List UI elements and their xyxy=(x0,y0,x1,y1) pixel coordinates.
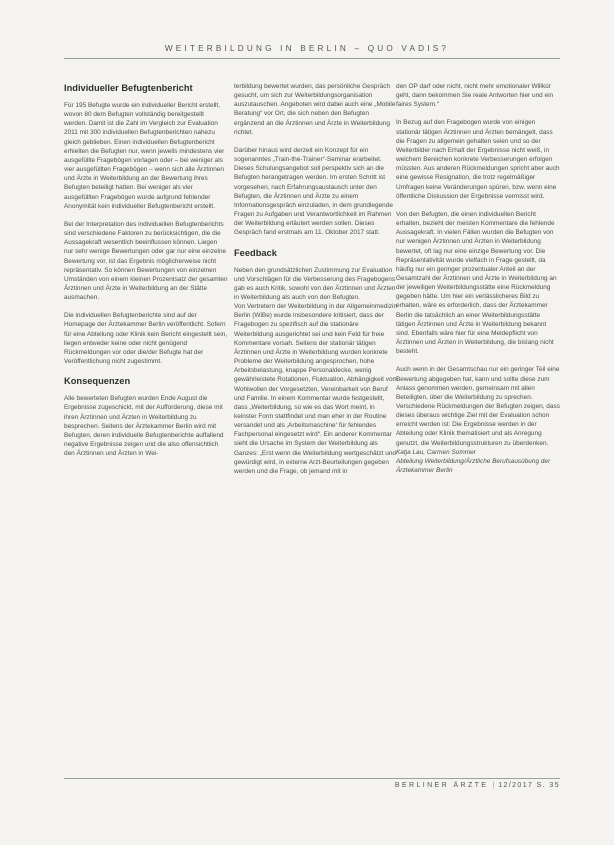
publication-name: BERLINER ÄRZTE xyxy=(394,782,489,789)
paragraph: Von Vertretern der Weiterbildung in der Allgemeinmedizin Berlin (WiBe) wurde insbesondere kritisiert, dass der Fragebogen zu spezifisch auf die stationäre Weiterbildung ausgerichtet sei und kein Feld für freie Kommentare vorsah. Seitens der stationär tätigen Ärztinnen und Ärzte in Weiterbildung wurden konkrete Probleme der Weiterbildung angesprochen, hohe Arbeitsbelastung, knappe Personaldecke, wenig gewährleistete Rotationen, Fluktuation, Abhängigkeit vom Wohlwollen der Vorgesetzten, Vereinbarkeit von Beruf und Familie. In einem Kommentar wurde festgestellt, dass „Weiterbildung, so wie es das Wort meint, in keinster Form stattfindet und man eher in der Routine versandet und als ‚Arbeitsmaschine‘ für fehlendes Fachpersonal eingesetzt wird“. Ein anderer Kommentar sieht die Ursache im System der Weiterbildung als Ganzes: „Erst wenn die Weiterbildung wertgeschätzt und gewürdigt wird, in externe Arzt-Beurteilungen gegeben werden und die Frage, ob jemand mit in xyxy=(234,303,398,475)
article-column-2 xyxy=(234,82,398,485)
author-signature: Katja Lau, Carmen Sommer Abteilung Weiterbildung/Ärztliche Berufsausübung der Ärztekammer Berlin xyxy=(396,448,551,475)
page-footer xyxy=(395,782,560,789)
article-column-3 xyxy=(396,82,560,484)
paragraph: Alle bewerteten Befugten wurden Ende August die Ergebnisse zugeschickt, mit der Aufforderung, diese mit ihren Ärztinnen und Ärzten in Weiterbildung zu besprechen. Seitens der Ärztekammer Berlin wird mit Befugten, deren individuelle Befugtenberichte auffallend negative Ergebnisse zeigen und die also offensichtlich den Ärztinnen und Ärzten in Wei- xyxy=(64,395,224,458)
paragraph: terbildung bewertet wurden, das persönliche Gespräch gesucht, um sich zur Weiterbildungsorganisation auszutauschen. Angeboten wird dabei auch eine „Mobile Beratung“ vor Ort, die sich neben den Befugten ergänzend an die Ärztinnen und Ärzte in Weiterbildung richtet. xyxy=(234,83,396,136)
paragraph: Auch wenn in der Gesamtschau nur ein geringer Teil eine Bewertung abgegeben hat, kann und sollte diese zum Anlass genommen werden, gemeinsam mit allen Beteiligten, über die Weiterbildung zu sprechen. Verschiedene Rückmeldungen der Befugten zeigen, dass dieses überaus wichtige Ziel mit der Evaluation schon erreicht werden ist: Die Ergebnisse werden in der Abteilung oder Klinik thematisiert und als Anregung genutzt, die Weiterbildungsstrukturen zu überdenken. xyxy=(396,366,560,447)
header-divider xyxy=(64,58,560,59)
paragraph: den OP darf oder nicht, nicht mehr emotionaler Willkür geht, dann bekommen Sie reale Antworten hier und ein faires System.“ xyxy=(396,83,554,109)
issue-page: 12/2017 S. 35 xyxy=(498,782,560,789)
paragraph: Für 195 Befugte wurde ein individueller Bericht erstellt, wovon 80 dem Befugten vollständig bereitgestellt werden. Damit ist die Zahl im Vergleich zur Evaluation 2011 mit 300 individuellen Befugtenberichten nahezu gleich geblieben. Einen individuellen Befugtenbericht erhielten die Befugten nur, wenn jeweils mindestens vier ausgefüllte Fragebögen vorlagen oder – bei weniger als vier ausgefüllten Fragebögen – wenn sich alle Ärztinnen und Ärzte in Weiterbildung an der Bewertung ihres Befugten beteiligt hatten. Bei weniger als vier ausgefüllten Fragebögen wurde aufgrund fehlender Anonymität kein individueller Befugtenbericht erstellt. xyxy=(64,102,225,210)
paragraph: Darüber hinaus wird derzeit ein Konzept für ein sogenanntes „Train-the-Trainer“-Seminar erarbeitet. Dieses Schulungsangebot soll perspektiv sich an die Befugten herangetragen werden. Im ersten Schritt ist vorgesehen, nach Erfahrungsaustausch unter den Befugten, die Ärztinnen und Ärzte zu einem Informationsgespräch einzuladen, in dem grundlegende Fragen zu Aufgaben und Verantwortlichkeit im Rahmen der Weiterbildung erläutert werden sollen. Dieses Gespräch fand erstmals am 11. Oktober 2017 statt. xyxy=(234,146,393,237)
running-head: WEITERBILDUNG IN BERLIN – QUO VADIS? xyxy=(164,44,450,53)
footer-divider xyxy=(64,778,560,779)
paragraph: Neben den grundsätzlichen Zustimmung zur Evaluation und Vorschlägen für die Verbesserung des Fragebogens gab es auch Kritik, sowohl von den Ärztinnen und Ärzten in Weiterbildung als auch von den Befugten. xyxy=(234,266,396,301)
section-heading: Feedback xyxy=(234,247,277,258)
article-column-1 xyxy=(64,82,228,467)
section-heading: Konsequenzen xyxy=(64,376,131,387)
paragraph: In Bezug auf den Fragebogen wurde von einigen stationär tätigen Ärztinnen und Ärzten bemängelt, dass die Fragen zu allgemein gehalten seien und so der Weiterbilder nach Erhalt der Ergebnisse nicht weiß, in welchem Bereichen konkrete Verbesserungen erfolgen müssten. Aus anderen Rückmeldungen spricht aber auch eine gewisse Resignation, die trotz regelmäßiger Umfragen keine Veränderungen spüren, bzw. wenn eine öffentliche Diskussion der Ergebnisse vermisst wird. xyxy=(396,119,560,200)
section-heading: Individueller Befugtenbericht xyxy=(64,83,193,93)
paragraph: Bei der Interpretation des individuellen Befugtenberichts sind verschiedene Faktoren zu berücksichtigen, die die Aussagekraft wesentlich beeinflussen können. Liegen nur sehr wenige Bewertungen oder gar nur eine einzelne Bewertung vor, ist das Ergebnis möglicherweise nicht repräsentativ. So können Bewertungen von einzelnen Umständen von einem kleinen Prozentsatz der gesamten Ärztinnen und Ärzte in Weiterbildung an der Stätte ausmachen. xyxy=(64,220,228,302)
paragraph: Von den Befugten, die einen individuellen Bericht erhalten, bezieht der meisten Kommentare die fehlende Aussagekraft. In vielen Fällen wurden die Befugten von nur wenigen Ärztinnen und Ärzten in Weiterbildung bewertet, oft lag nur eine einzige Bewertung vor. Die Repräsentativität wurde vielfach in Frage gestellt, da häufig nur ein geringer prozentualer Anteil an der Gesamtzahl der Ärztinnen und Ärzte in Weiterbildung an der jeweiligen Weiterbildungsstätte eine Rückmeldung gegeben hätte. Um hier ein verlässlicheres Bild zu erhalten, wäre es erforderlich, dass der Ärztekammer Berlin die tatsächlich an einer Weiterbildungsstätte tätigen Ärztinnen und Ärzte in Weiterbildung bekannt sind. Ebenfalls wäre hier für eine Meldepflicht von Ärztinnen und Ärzten in Weiterbildung, die bislang nicht besteht. xyxy=(396,210,557,356)
footer-separator: | xyxy=(492,782,495,789)
paragraph: Die individuellen Befugtenberichte sind auf der Homepage der Ärztekammer Berlin veröffentlicht. Sofern für eine Abteilung oder Klinik kein Bericht eingestellt sein, liegen entweder keine oder nicht genügend Rückmeldungen vor oder die/der Befugte hat der Veröffentlichung nicht zugestimmt. xyxy=(64,312,228,366)
